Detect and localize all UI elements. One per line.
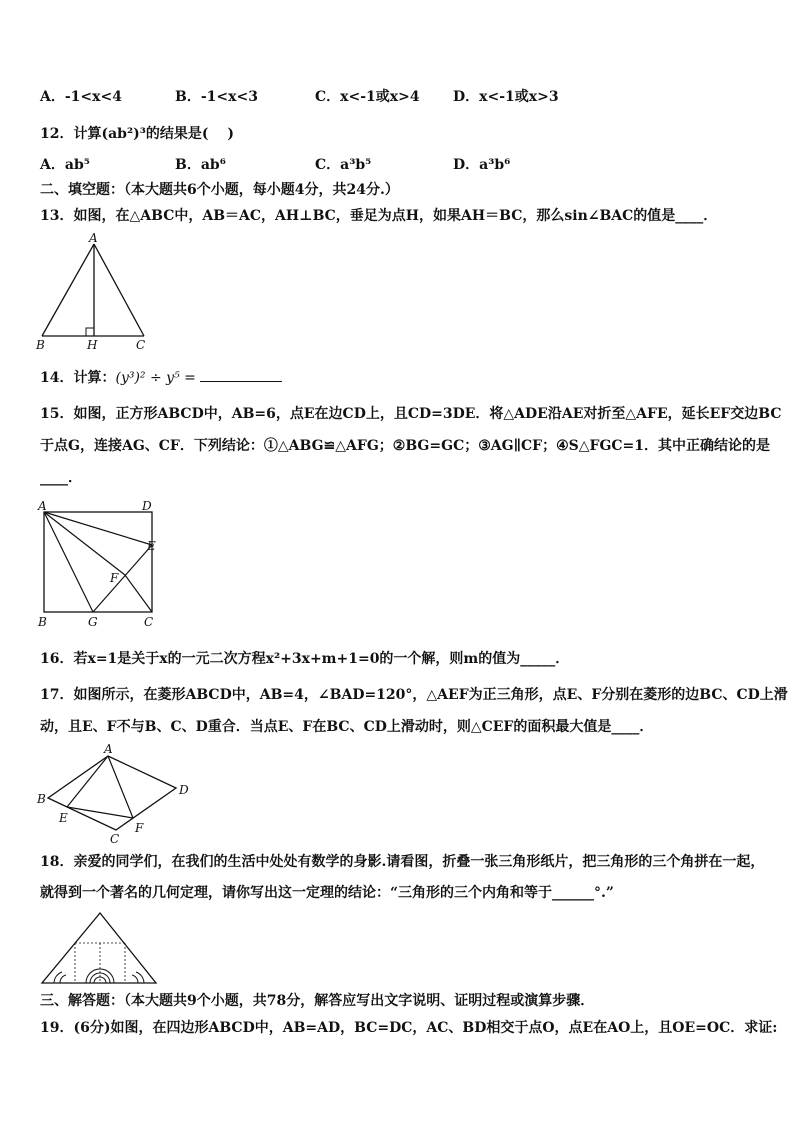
q14-expression: (y³)² ÷ y⁵ = (115, 370, 196, 386)
q11-option-b: B．-1<x<3 (175, 89, 258, 105)
q12-option-d: D．a³b⁶ (453, 157, 511, 173)
q15-line-2: 于点G，连接AG、CF．下列结论：①△ABG≌△AFG；②BG=GC；③AG∥CF；④S△FGC=1．其中正确结论的是 (40, 438, 771, 454)
q12-option-c: C．a³b⁵ (315, 157, 372, 173)
q12-stem: 12．计算(ab²)³的结果是( ) (40, 126, 234, 142)
q13-label-c: C (136, 338, 146, 352)
q11-option-a: A．-1<x<4 (40, 89, 122, 105)
q12-option-a: A．ab⁵ (40, 157, 90, 173)
q15-label-e: E (147, 539, 156, 553)
q18-line-2: 就得到一个著名的几何定理，请你写出这一定理的结论：“三角形的三个内角和等于______°.” (40, 885, 614, 901)
q17-label-e: E (59, 811, 68, 825)
q15-label-f: F (110, 571, 119, 585)
section-3-header: 三、解答题：（本大题共9个小题，共78分，解答应写出文字说明、证明过程或演算步骤． (40, 993, 595, 1009)
q17-label-d: D (179, 783, 189, 797)
section-2-header: 二、填空题：（本大题共6个小题，每小题4分，共24分.） (40, 182, 399, 198)
q17-label-f: F (135, 821, 144, 835)
q18-line-1: 18．亲爱的同学们，在我们的生活中处处有数学的身影.请看图，折叠一张三角形纸片，把三角形的三个角拼在一起， (40, 854, 765, 870)
q13-triangle-figure (36, 232, 156, 354)
q17-line-2: 动，且E、F不与B、C、D重合．当点E、F在BC、CD上滑动时，则△CEF的面积最大值是____． (40, 719, 654, 735)
q15-label-c: C (144, 615, 154, 629)
q13-label-h: H (87, 338, 98, 352)
q17-line-1: 17．如图所示，在菱形ABCD中，AB=4，∠BAD=120°，△AEF为正三角形，点E、F分别在菱形的边BC、CD上滑 (40, 687, 788, 703)
q17-label-b: B (37, 792, 46, 806)
q15-label-d: D (142, 499, 152, 513)
q15-line-1: 15．如图，正方形ABCD中，AB=6，点E在边CD上，且CD=3DE．将△ADE沿AE对折至△AFE，延长EF交边BC (40, 406, 782, 422)
q15-label-b: B (38, 615, 47, 629)
q19-stem: 19．(6分)如图，在四边形ABCD中，AB=AD，BC=DC，AC、BD相交于点O，点E在AO上，且OE=OC．求证: (40, 1020, 778, 1036)
q11-option-c: C．x<-1或x>4 (315, 89, 420, 105)
q16-stem: 16．若x=1是关于x的一元二次方程x²+3x+m+1=0的一个解，则m的值为_____． (40, 651, 570, 667)
q15-line-3: ____． (40, 470, 82, 486)
q14-line (40, 369, 282, 387)
q13-label-b: B (36, 338, 45, 352)
q15-label-g: G (88, 615, 98, 629)
q12-option-b: B．ab⁶ (175, 157, 226, 173)
q15-square-figure (36, 498, 166, 630)
q15-label-a: A (38, 499, 47, 513)
q11-option-d: D．x<-1或x>3 (453, 89, 559, 105)
q17-rhombus-figure (36, 742, 206, 846)
q14-stem: 14．计算： (40, 370, 116, 386)
q17-label-a: A (104, 742, 113, 756)
q17-label-c: C (110, 832, 120, 846)
q13-label-a: A (89, 231, 98, 245)
q13-stem: 13．如图，在△ABC中，AB＝AC，AH⊥BC，垂足为点H，如果AH＝BC，那么sin∠BAC的值是____． (40, 208, 718, 224)
q14-answer-blank (200, 369, 282, 382)
q18-folded-triangle-figure (40, 910, 160, 986)
